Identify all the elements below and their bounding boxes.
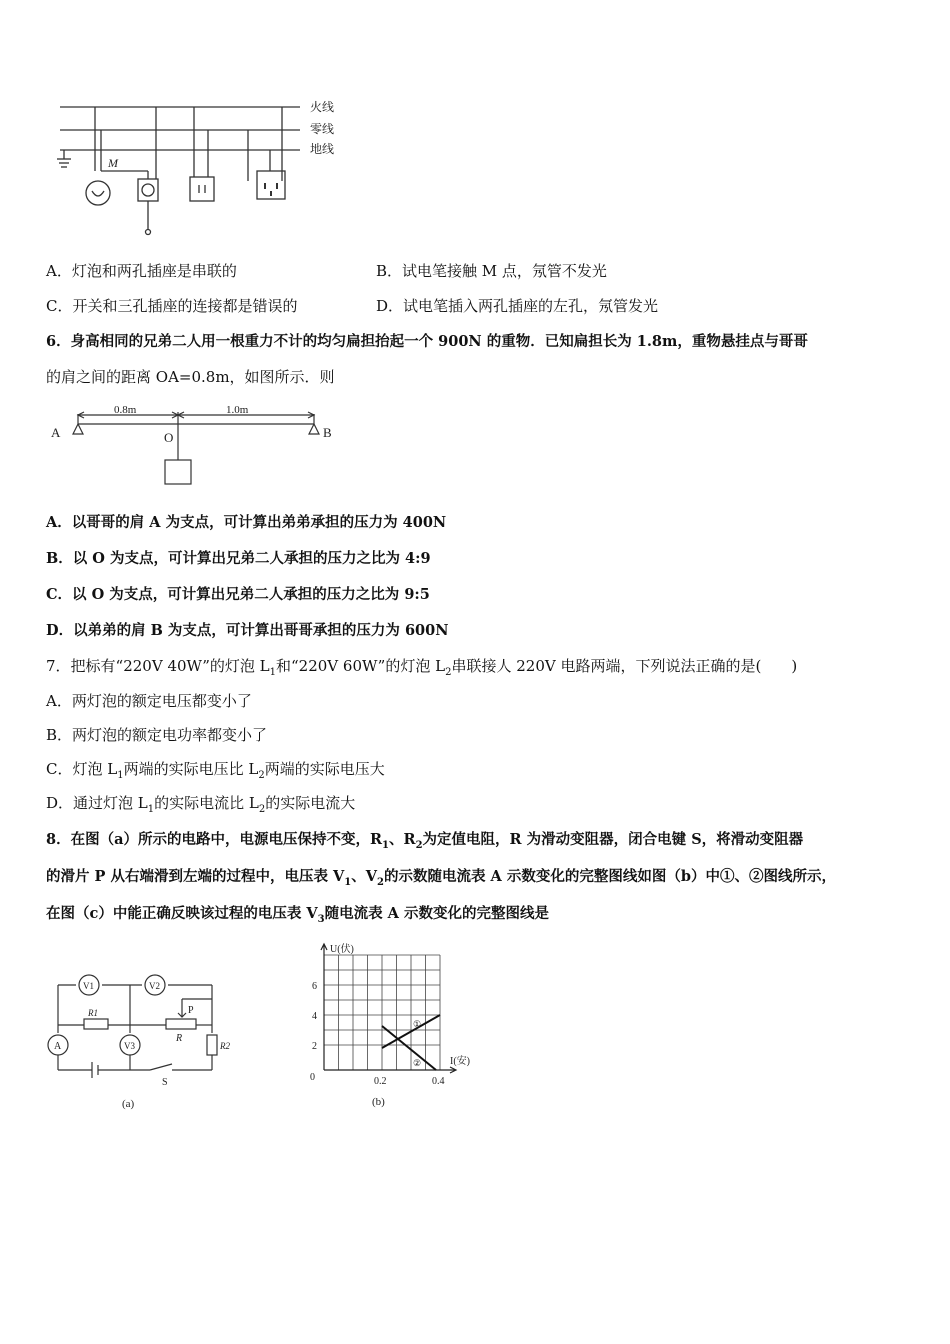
voltmeter-v1-label: V1 (83, 981, 94, 991)
curve-1-label: ① (413, 1019, 422, 1029)
q8-line1-sub1: 1 (382, 839, 390, 851)
q6-option-a: A．以哥哥的肩 A 为支点，可计算出弟弟承担的压力为 400N (46, 514, 447, 531)
q8-line2-sub2: 2 (377, 876, 384, 888)
q7-stem-sub2: 2 (445, 667, 452, 678)
y-axis-label: U(伏) (330, 944, 354, 955)
q7-option-b: B．两灯泡的额定电功率都变小了 (46, 726, 268, 744)
switch-s-label: S (162, 1077, 168, 1088)
q7-option-d-sub1: 1 (147, 804, 155, 815)
q8-stem-line1 (46, 828, 803, 851)
q6-option-c: C．以 O 为支点，可计算出兄弟二人承担的压力之比为 9:5 (46, 586, 430, 603)
x-tick-0.2: 0.2 (374, 1076, 387, 1087)
q8-line1-part2: 、R (389, 831, 416, 848)
q7-option-d-part1: D．通过灯泡 L (46, 794, 148, 812)
q7-option-c-sub1: 1 (117, 770, 124, 781)
voltmeter-v3-label: V3 (124, 1041, 135, 1051)
q8-stem-line2 (46, 865, 836, 888)
q7-option-d-part2: 的实际电流比 L (154, 794, 259, 812)
q8-line2-part3: 的示数随电流表 A 示数变化的完整图线如图（b）中①、②图线所示， (384, 868, 836, 885)
q8-line1-sub2: 2 (415, 839, 423, 851)
x-axis-label: I(安) (450, 1056, 470, 1067)
ammeter-a-label: A (54, 1041, 62, 1052)
y-tick-4: 4 (312, 1011, 317, 1022)
q7-option-d-sub2: 2 (258, 804, 266, 815)
q8-line2-part1: 的滑片 P 从右端滑到左端的过程中，电压表 V (46, 868, 345, 885)
carrying-pole-diagram (48, 402, 348, 492)
origin-label: 0 (310, 1072, 315, 1083)
q8-line3-part2: 随电流表 A 示数变化的完整图线是 (324, 905, 549, 922)
ui-graph-b (300, 940, 490, 1115)
voltmeter-v2-label: V2 (149, 981, 160, 991)
q7-option-c-part3: 两端的实际电压大 (264, 760, 385, 778)
point-b-label: B (323, 425, 332, 440)
q8-line1-part1: 8．在图（a）所示的电路中，电源电压保持不变，R (46, 831, 383, 848)
q7-option-d-part3: 的实际电流大 (265, 794, 356, 812)
q6-option-d: D．以弟弟的肩 B 为支点，可计算出哥哥承担的压力为 600N (46, 622, 449, 639)
distance-ob-label: 1.0m (226, 404, 249, 416)
y-tick-6: 6 (312, 981, 317, 992)
household-wiring-diagram (52, 95, 352, 245)
q5-option-d: D．试电笔插入两孔插座的左孔，氖管发光 (376, 297, 659, 315)
figure-a-caption: (a) (122, 1098, 135, 1110)
q7-stem-part1: 7．把标有“220V 40W”的灯泡 L (46, 657, 270, 675)
q7-option-c-part2: 两端的实际电压比 L (123, 760, 259, 778)
graph-grid (324, 955, 440, 1070)
q6-stem-line2: 的肩之间的距离 OA=0.8m，如图所示．则 (46, 368, 335, 386)
circuit-diagram-a (46, 945, 246, 1120)
q7-stem (46, 655, 797, 678)
point-a-label: A (51, 425, 61, 440)
ground-wire-label: 地线 (310, 142, 335, 156)
q7-stem-sub1: 1 (269, 667, 276, 678)
x-tick-0.4: 0.4 (432, 1076, 445, 1087)
q5-option-c: C．开关和三孔插座的连接都是错误的 (46, 297, 298, 315)
slider-p-label: P (188, 1005, 194, 1016)
q7-option-a: A．两灯泡的额定电压都变小了 (46, 692, 252, 710)
q8-line3-part1: 在图（c）中能正确反映该过程的电压表 V (46, 905, 318, 922)
q6-option-b: B．以 O 为支点，可计算出兄弟二人承担的压力之比为 4:9 (46, 550, 431, 567)
rheostat-r-label: R (176, 1033, 183, 1044)
q6-stem-line1: 6．身高相同的兄弟二人用一根重力不计的均匀扁担抬起一个 900N 的重物．已知扁担长为 1.8m，重物悬挂点与哥哥 (46, 333, 808, 350)
q5-option-a: A．灯泡和两孔插座是串联的 (46, 262, 237, 280)
y-tick-2: 2 (312, 1041, 317, 1052)
q7-stem-part3: 串联接人 220V 电路两端，下列说法正确的是( ) (451, 657, 798, 675)
neutral-wire-label: 零线 (310, 122, 335, 136)
q7-option-c-sub2: 2 (258, 770, 265, 781)
point-m-label: M (108, 156, 118, 170)
distance-oa-label: 0.8m (114, 404, 137, 416)
q8-line1-part3: 为定值电阻，R 为滑动变阻器，闭合电键 S，将滑动变阻器 (422, 831, 804, 848)
q8-line3-sub1: 3 (317, 913, 325, 925)
q5-option-b: B．试电笔接触 M 点，氖管不发光 (376, 262, 607, 280)
resistor-r2-label: R2 (220, 1041, 230, 1051)
resistor-r1-label: R1 (88, 1008, 98, 1018)
curve-2-label: ② (413, 1058, 422, 1068)
q7-option-c (46, 758, 385, 781)
point-o-label: O (164, 430, 174, 445)
live-wire-label: 火线 (310, 100, 335, 114)
q7-stem-part2: 和“220V 60W”的灯泡 L (276, 657, 446, 675)
q7-option-c-part1: C．灯泡 L (46, 760, 118, 778)
figure-b-caption: (b) (372, 1096, 385, 1108)
q8-stem-line3 (46, 902, 549, 925)
q8-line2-part2: 、V (351, 868, 378, 885)
q8-line2-sub1: 1 (344, 876, 352, 888)
q7-option-d (46, 792, 355, 815)
